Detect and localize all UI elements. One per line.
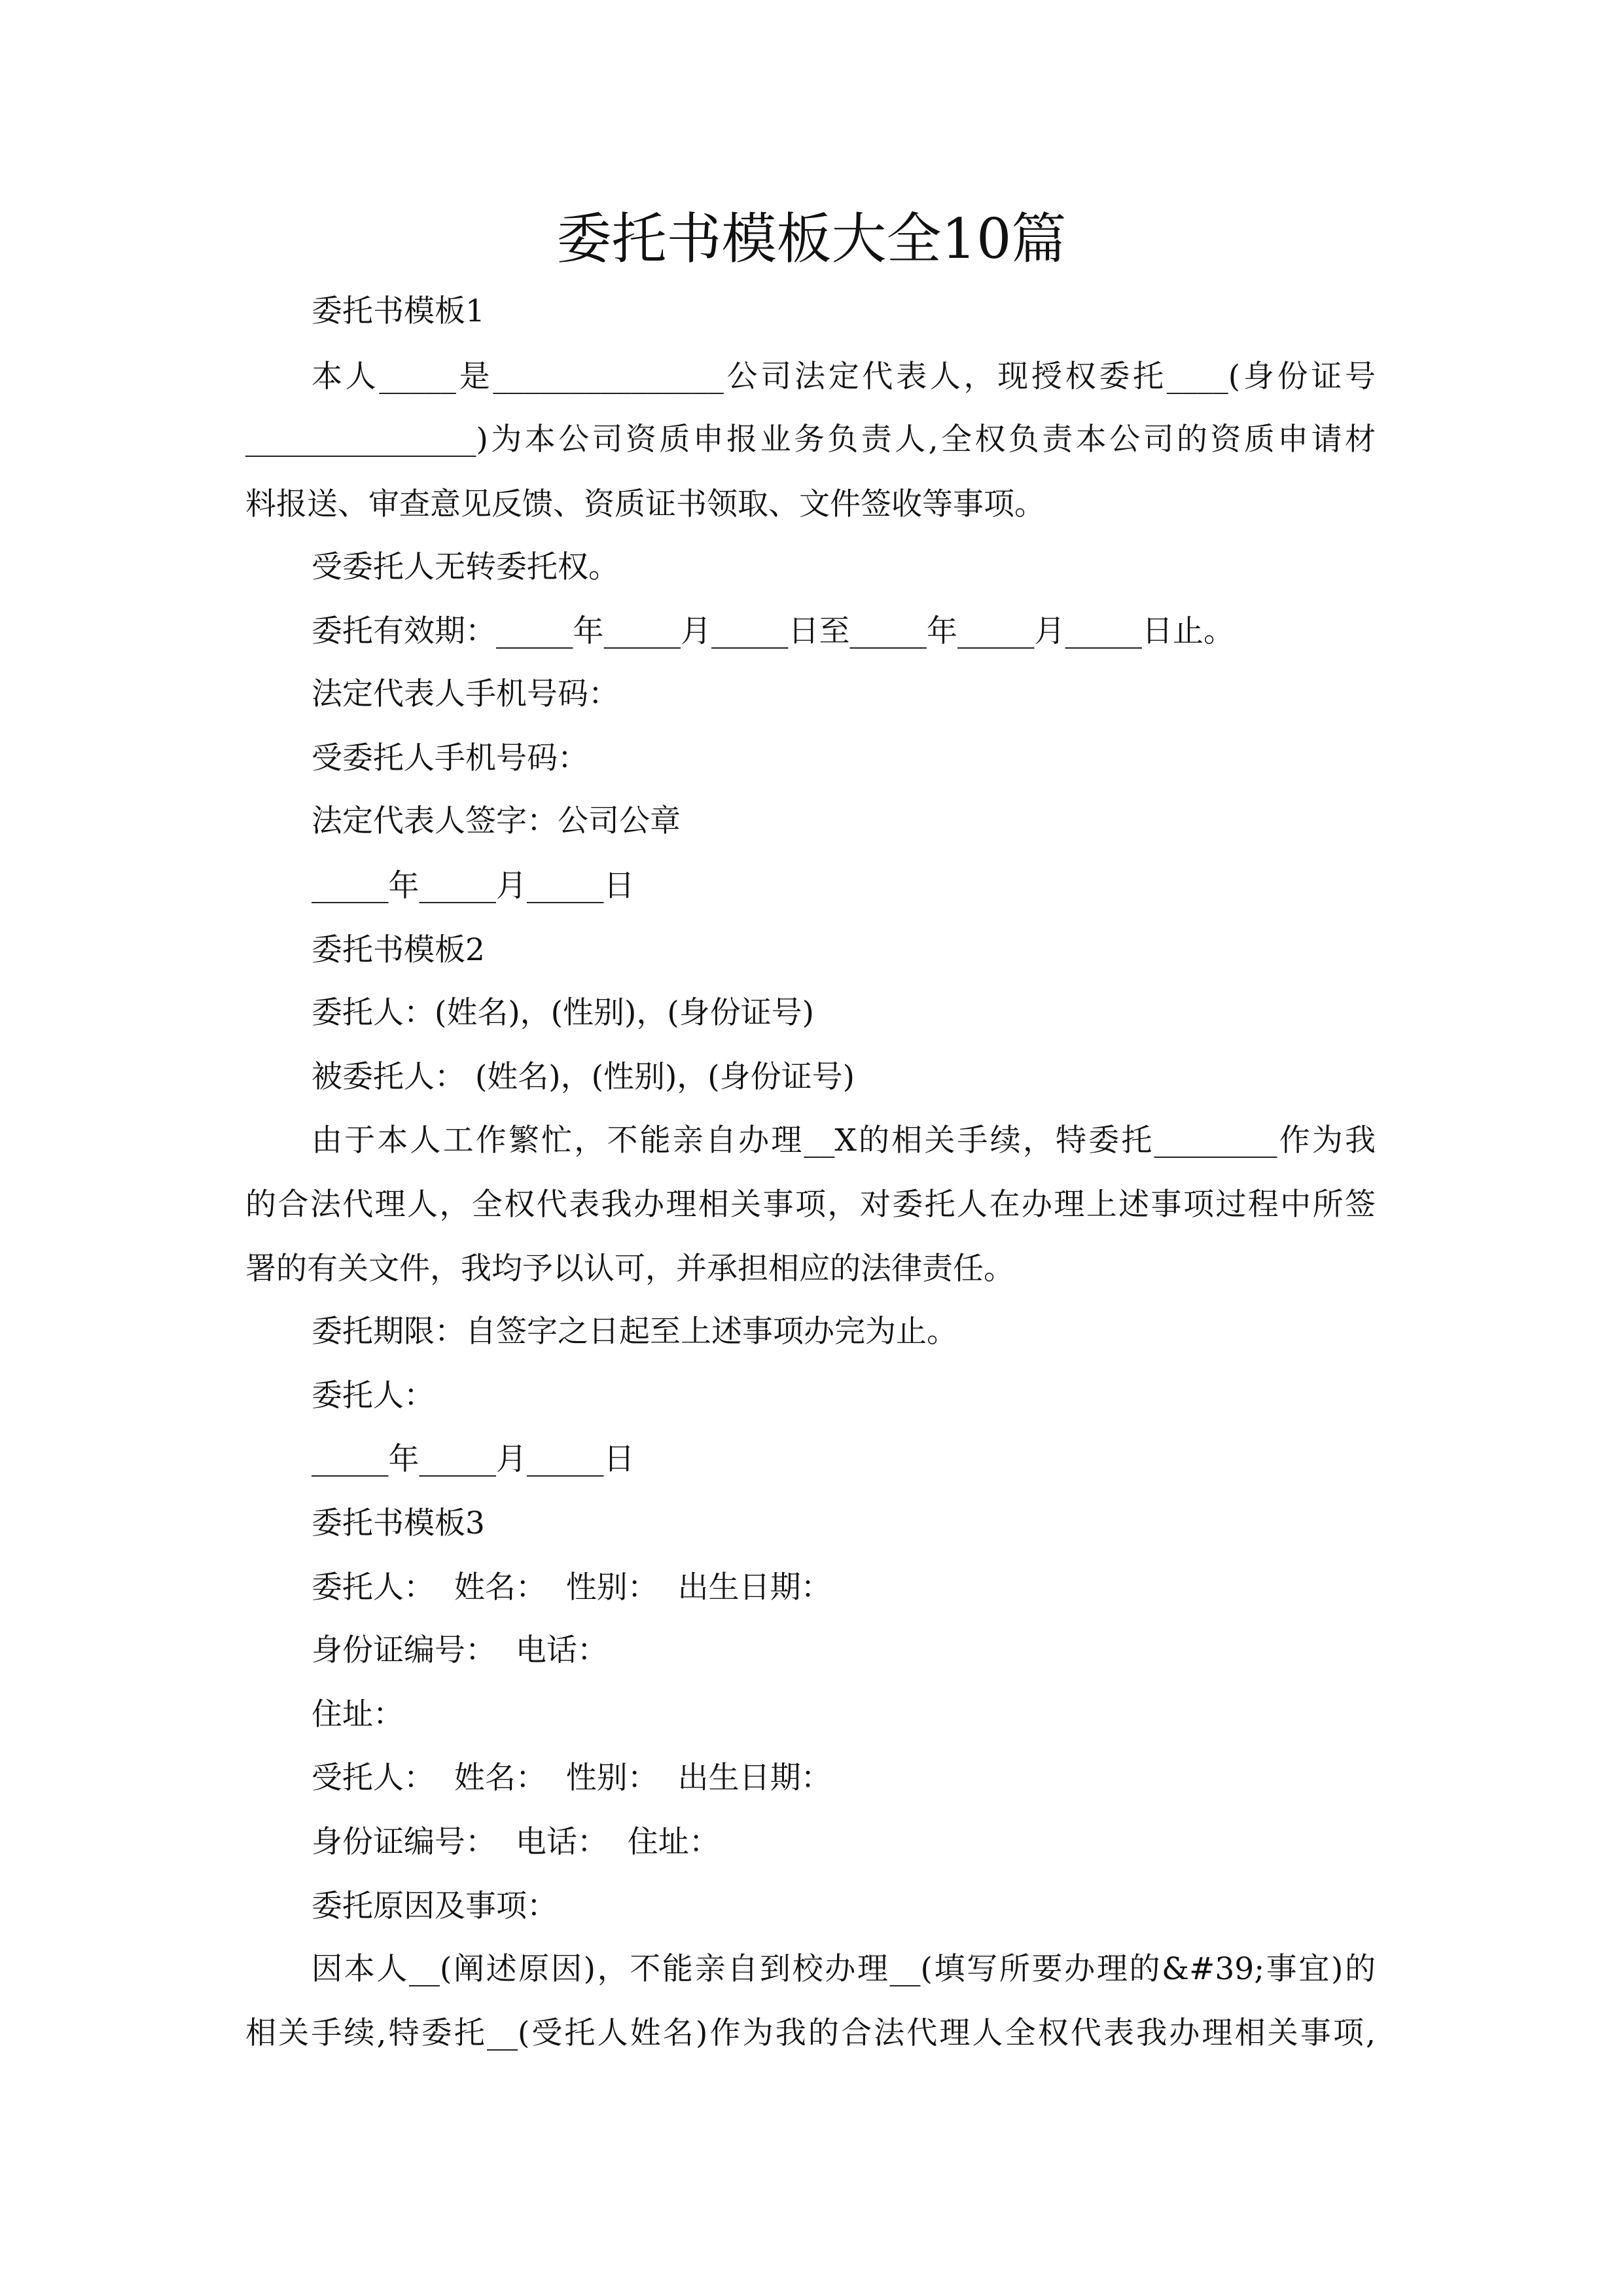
paragraph-line: 本人_____是_______________公司法定代表人，现授权委托____(身份证号	[312, 359, 1376, 395]
paragraph-line: 法定代表人签字：公司公章	[312, 803, 681, 839]
paragraph-line: 由于本人工作繁忙，不能亲自办理__X的相关手续，特委托________作为我	[312, 1122, 1376, 1158]
paragraph-line: 法定代表人手机号码：	[312, 676, 619, 712]
paragraph-line: 委托人：(姓名)，(性别)，(身份证号)	[312, 995, 815, 1031]
section-heading: 委托书模板1	[312, 293, 485, 329]
section-heading: 委托书模板2	[312, 932, 485, 968]
paragraph-line: 委托人：	[312, 1378, 435, 1414]
document-title: 委托书模板大全10篇	[556, 207, 1067, 271]
paragraph-line: 身份证编号： 电话：	[312, 1632, 608, 1668]
paragraph-line: 受托人： 姓名： 性别： 出生日期：	[312, 1760, 832, 1796]
paragraph-line: 委托有效期：_____年_____月_____日至_____年_____月_____日止。	[312, 613, 1234, 649]
paragraph-line: _______________)为本公司资质申报业务负责人,全权负责本公司的资质申请材	[245, 422, 1376, 457]
paragraph-line: 受委托人手机号码：	[312, 740, 588, 776]
paragraph-line: 相关手续,特委托__(受托人姓名)作为我的合法代理人全权代表我办理相关事项,	[245, 2015, 1376, 2051]
paragraph-line: 委托期限：自签字之日起至上述事项办完为止。	[312, 1314, 957, 1350]
paragraph-line: _____年_____月_____日	[312, 868, 635, 904]
paragraph-line: 身份证编号： 电话： 住址：	[312, 1824, 720, 1860]
paragraph-line: 料报送、审查意见反馈、资质证书领取、文件签收等事项。	[245, 486, 1045, 522]
paragraph-line: _____年_____月_____日	[312, 1441, 635, 1477]
paragraph-line: 因本人__(阐述原因)，不能亲自到校办理__(填写所要办理的&#39;事宜)的	[312, 1951, 1376, 1987]
section-heading: 委托书模板3	[312, 1505, 485, 1541]
paragraph-line: 的合法代理人，全权代表我办理相关事项，对委托人在办理上述事项过程中所签	[245, 1187, 1376, 1223]
paragraph-line: 受委托人无转委托权。	[312, 549, 619, 585]
paragraph-line: 被委托人： (姓名)，(性别)，(身份证号)	[312, 1059, 855, 1095]
paragraph-line: 委托原因及事项：	[312, 1888, 558, 1924]
paragraph-line: 署的有关文件，我均予以认可，并承担相应的法律责任。	[245, 1251, 1014, 1287]
paragraph-line: 委托人： 姓名： 性别： 出生日期：	[312, 1570, 832, 1605]
paragraph-line: 住址：	[312, 1696, 404, 1732]
